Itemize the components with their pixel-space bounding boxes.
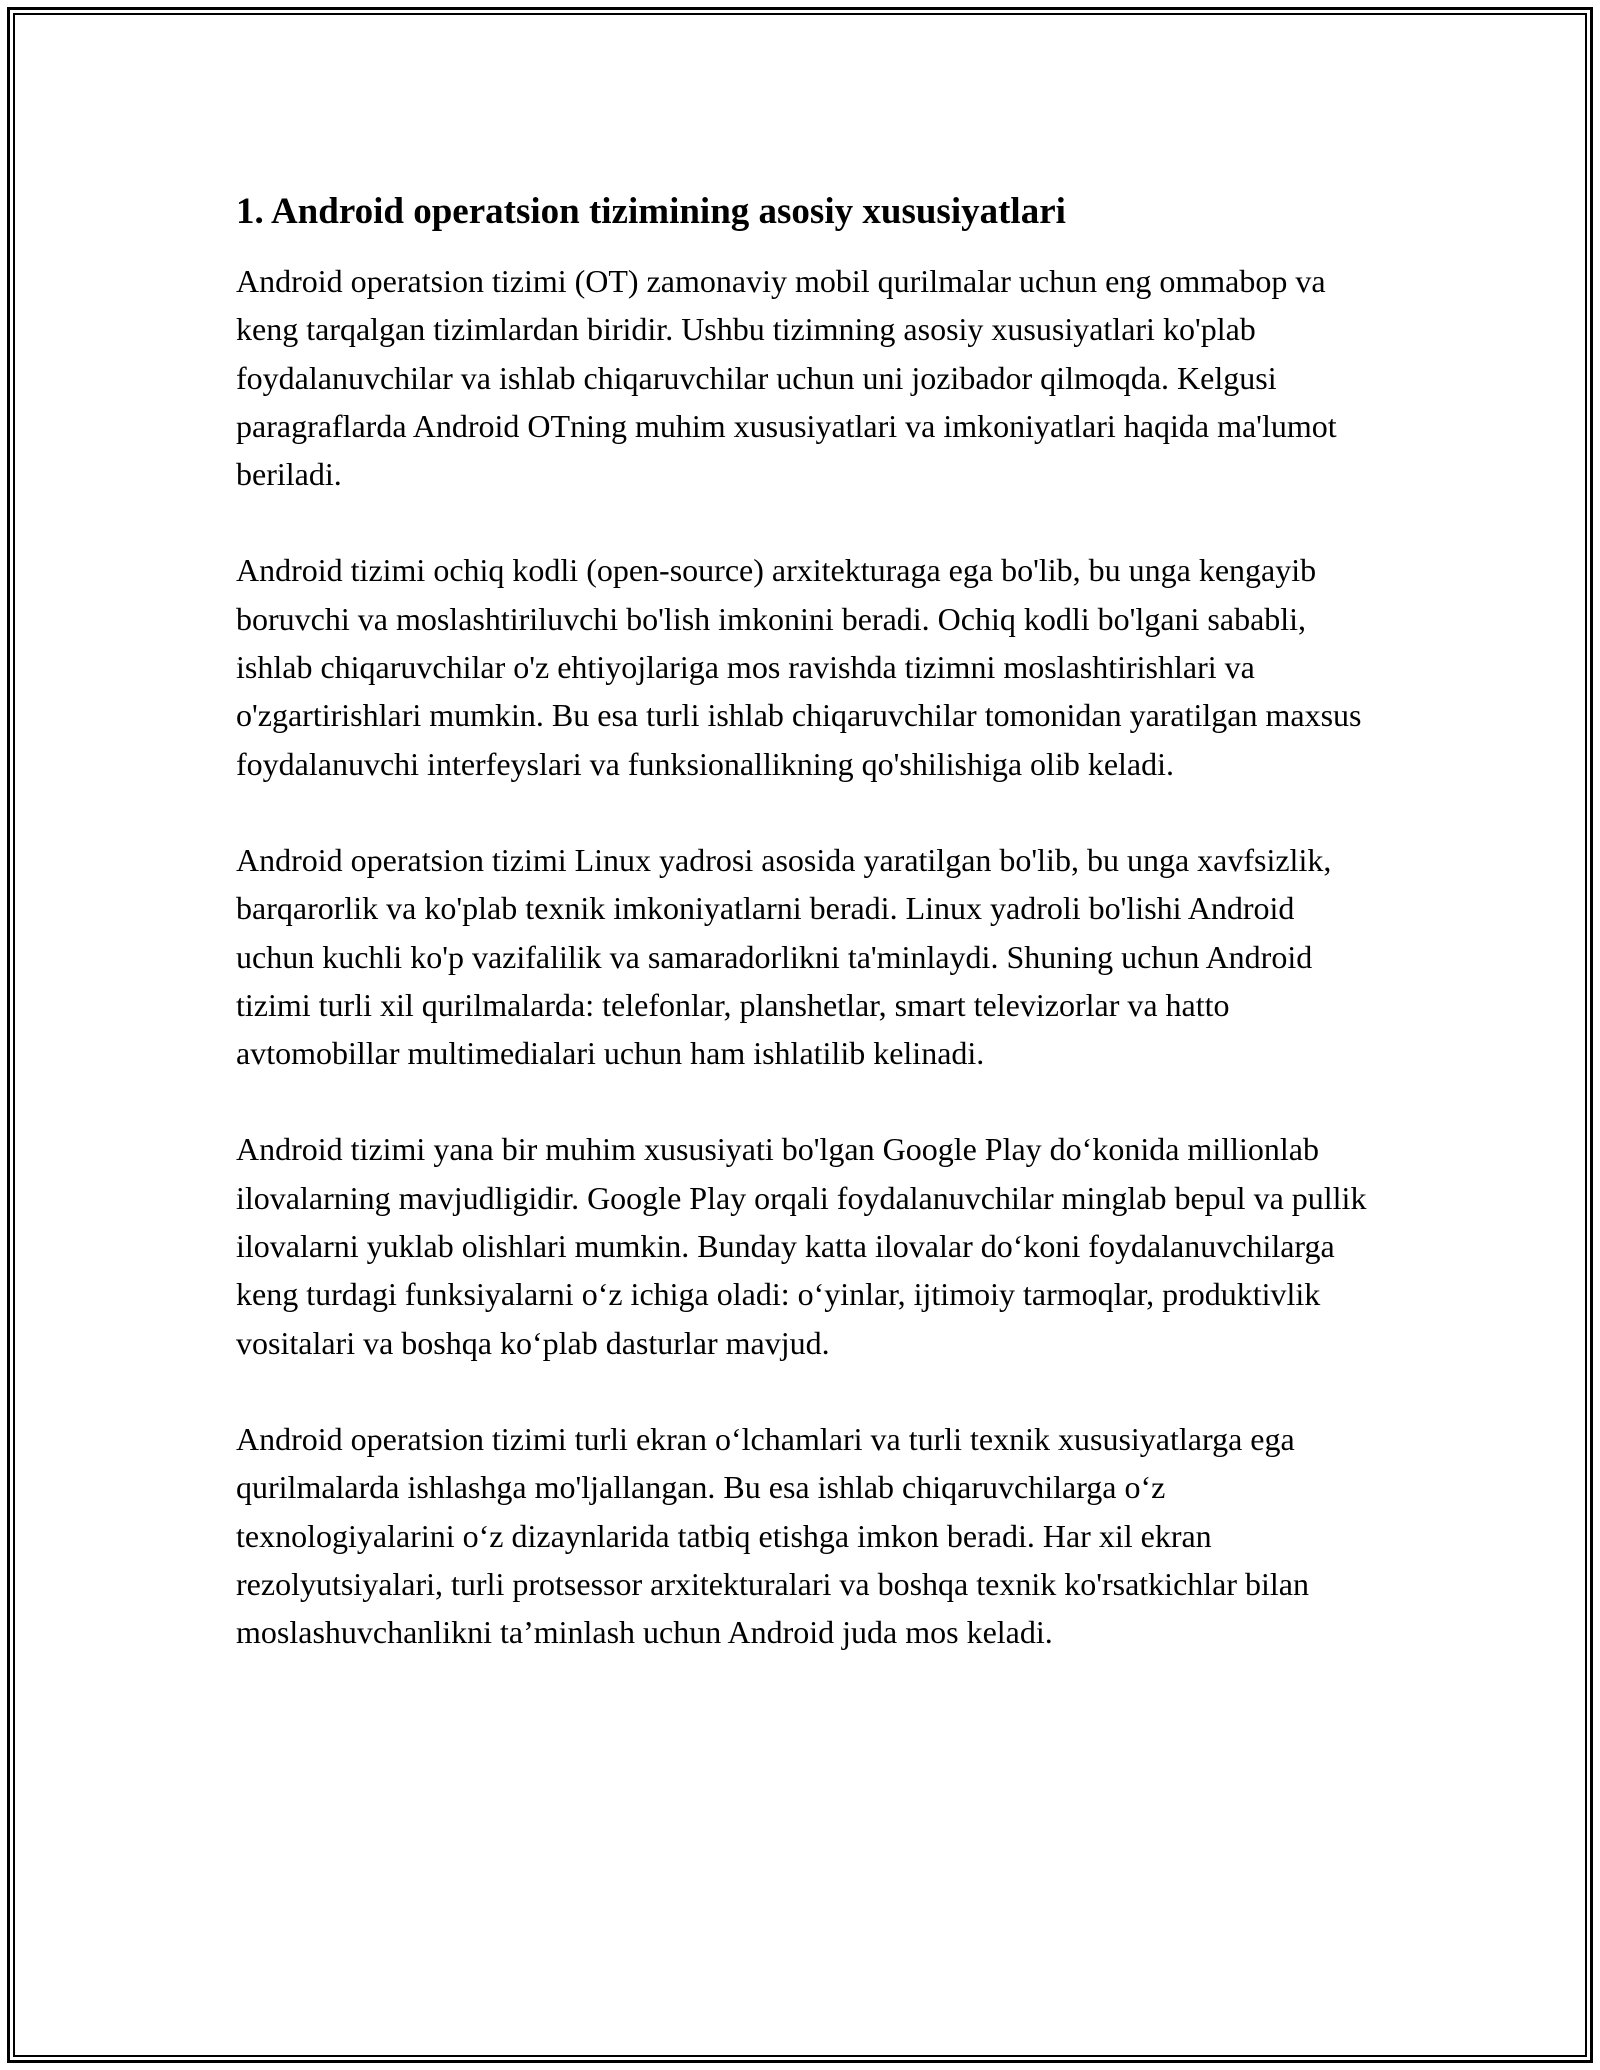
paragraph-open-source: Android tizimi ochiq kodli (open-source) arxitekturaga ega bo'lib, bu unga kengayib boruvchi va moslashtiriluvchi bo'lish imkonini beradi. Ochiq kodli bo'lgani sababli, ishlab chiqaruvchilar o'z ehtiyojlariga mos ravishda tizimni moslashtirishlari va o'zgartirishlari mumkin. Bu esa turli ishlab chiqaruvchilar tomonidan yaratilgan maxsus foydalanuvchi interfeyslari va funksionallikning qo'shilishiga olib keladi. bbox=[236, 552, 1362, 782]
paragraph-intro: Android operatsion tizimi (OT) zamonaviy mobil qurilmalar uchun eng ommabop va keng tarqalgan tizimlardan biridir. Ushbu tizimning asosiy xususiyatlari ko'plab foydalanuvchilar va ishlab chiqaruvchilar uchun uni jozibador qilmoqda. Kelgusi paragraflarda Android OTning muhim xususiyatlari va imkoniyatlari haqida ma'lumot beriladi. bbox=[236, 263, 1337, 493]
paragraph-google-play: Android tizimi yana bir muhim xususiyati bo'lgan Google Play do‘konida millionlab ilovalarning mavjudligidir. Google Play orqali foydalanuvchilar minglab bepul va pullik ilovalarni yuklab olishlari mumkin. Bunday katta ilovalar do‘koni foydalanuvchilarga keng turdagi funksiyalarni o‘z ichiga oladi: o‘yinlar, ijtimoiy tarmoqlar, produktivlik vositalari va boshqa ko‘plab dasturlar mavjud. bbox=[236, 1131, 1367, 1361]
document-body bbox=[236, 188, 1376, 1704]
paragraph-screen-compatibility: Android operatsion tizimi turli ekran o‘lchamlari va turli texnik xususiyatlarga ega qurilmalarda ishlashga mo'ljallangan. Bu esa ishlab chiqaruvchilarga o‘z texnologiyalarini o‘z dizaynlarida tatbiq etishga imkon beradi. Har xil ekran rezolyutsiyalari, turli protsessor arxitekturalari va boshqa texnik ko'rsatkichlar bilan moslashuvchanlikni ta’minlash uchun Android juda mos keladi. bbox=[236, 1420, 1309, 1651]
section-heading: 1. Android operatsion tizimining asosiy xususiyatlari bbox=[236, 191, 1066, 232]
paragraph-linux-kernel: Android operatsion tizimi Linux yadrosi asosida yaratilgan bo'lib, bu unga xavfsizlik, barqarorlik va ko'plab texnik imkoniyatlarni beradi. Linux yadroli bo'lishi Android uchun kuchli ko'p vazifalilik va samaradorlikni ta'minlaydi. Shuning uchun Android tizimi turli xil qurilmalarda: telefonlar, planshetlar, smart televizorlar va hatto avtomobillar multimedialari uchun ham ishlatilib kelinadi. bbox=[236, 841, 1332, 1072]
